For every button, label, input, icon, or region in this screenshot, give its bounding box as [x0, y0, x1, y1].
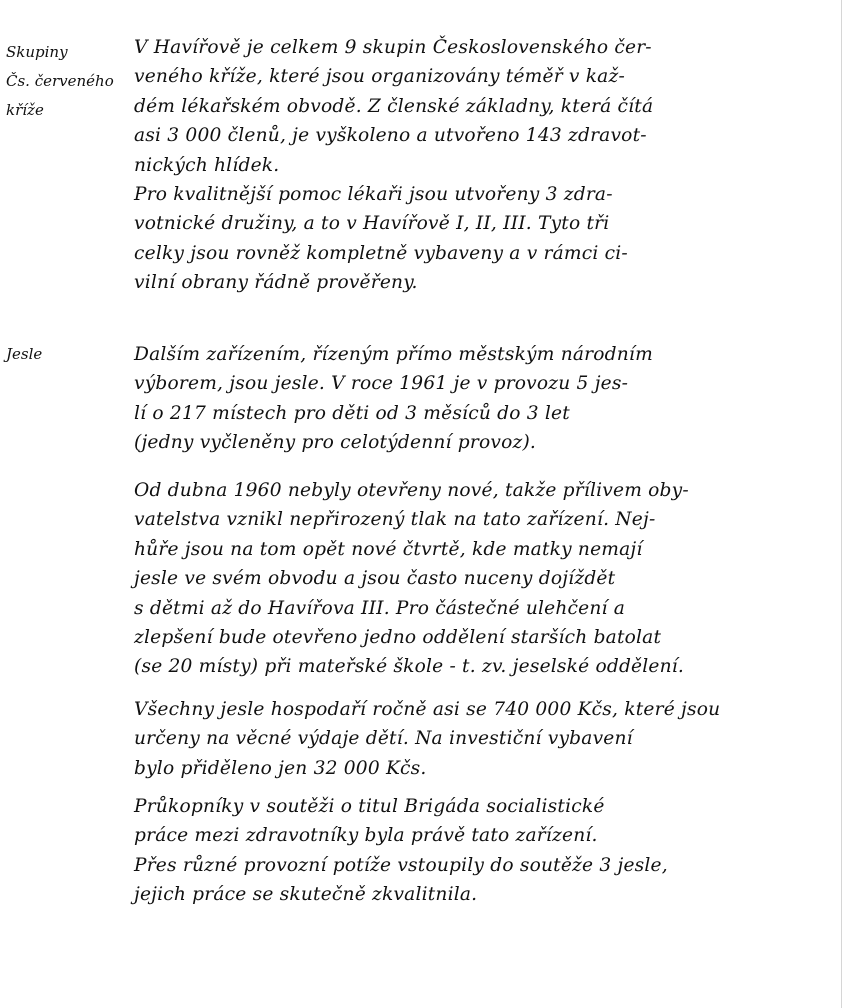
text-line: Průkopníky v soutěži o titul Brigáda socialistické: [134, 796, 605, 817]
paragraph-nursery-capacity: [134, 476, 784, 682]
text-line: hůře jsou na tom opět nové čtvrtě, kde matky nemají: [134, 538, 643, 560]
text-line: V Havířově je celkem 9 skupin Československého čer-: [134, 37, 652, 58]
text-line: jesle ve svém obvodu a jsou často nuceny dojíždět: [134, 568, 616, 590]
text-line: zlepšení bude otevřeno jedno oddělení starších batolat: [134, 626, 662, 648]
paragraph-nursery-budget: [134, 695, 784, 783]
text-line: bylo přiděleno jen 32 000 Kčs.: [134, 757, 427, 779]
text-line: Od dubna 1960 nebyly otevřeny nové, takže přílivem oby-: [134, 480, 689, 501]
text-line: vilní obrany řádně prověřeny.: [134, 272, 418, 294]
text-line: (jedny vyčleněny pro celotýdenní provoz).: [134, 432, 537, 454]
text-line: práce mezi zdravotníky byla právě tato zařízení.: [134, 825, 598, 847]
text-line: výborem, jsou jesle. V roce 1961 je v provozu 5 jes-: [134, 373, 629, 395]
paragraph-nursery-competition: [134, 792, 784, 910]
paragraph-red-cross: [134, 33, 784, 298]
side-label-nursery: Jesle: [6, 345, 43, 363]
text-line: s dětmi až do Havířova III. Pro částečné ulehčení a: [134, 597, 626, 619]
text-line: votnické družiny, a to v Havířově I, II, III. Tyto tři: [134, 213, 610, 235]
side-label-red-cross: Skupiny Čs. červeného kříže: [6, 43, 114, 119]
text-line: Dalším zařízením, řízeným přímo městským národním: [134, 344, 653, 365]
text-line: (se 20 místy) při mateřské škole - t. zv. jeselské oddělení.: [134, 656, 685, 678]
text-line: Přes různé provozní potíže vstoupily do soutěže 3 jesle,: [134, 854, 668, 876]
text-line: lí o 217 místech pro děti od 3 měsíců do 3 let: [134, 402, 570, 424]
text-line: jejich práce se skutečně zkvalitnila.: [134, 884, 478, 906]
text-line: vatelstva vznikl nepřirozený tlak na tato zařízení. Nej-: [134, 509, 656, 531]
text-line: nických hlídek.: [134, 154, 280, 176]
text-line: určeny na věcné výdaje dětí. Na investiční vybavení: [134, 728, 633, 750]
text-line: asi 3 000 členů, je vyškoleno a utvořeno 143 zdravot-: [134, 125, 647, 147]
text-line: veného kříže, které jsou organizovány téměř v kaž-: [134, 66, 625, 88]
text-line: Pro kvalitnější pomoc lékaři jsou utvořeny 3 zdra-: [134, 183, 613, 205]
page-edge-line: [841, 0, 842, 1008]
text-line: celky jsou rovněž kompletně vybaveny a v rámci ci-: [134, 242, 628, 264]
paragraph-nursery-intro: [134, 340, 784, 458]
text-line: dém lékařském obvodě. Z členské základny, která čítá: [134, 95, 654, 117]
text-line: Všechny jesle hospodaří ročně asi se 740 000 Kčs, které jsou: [134, 699, 721, 720]
